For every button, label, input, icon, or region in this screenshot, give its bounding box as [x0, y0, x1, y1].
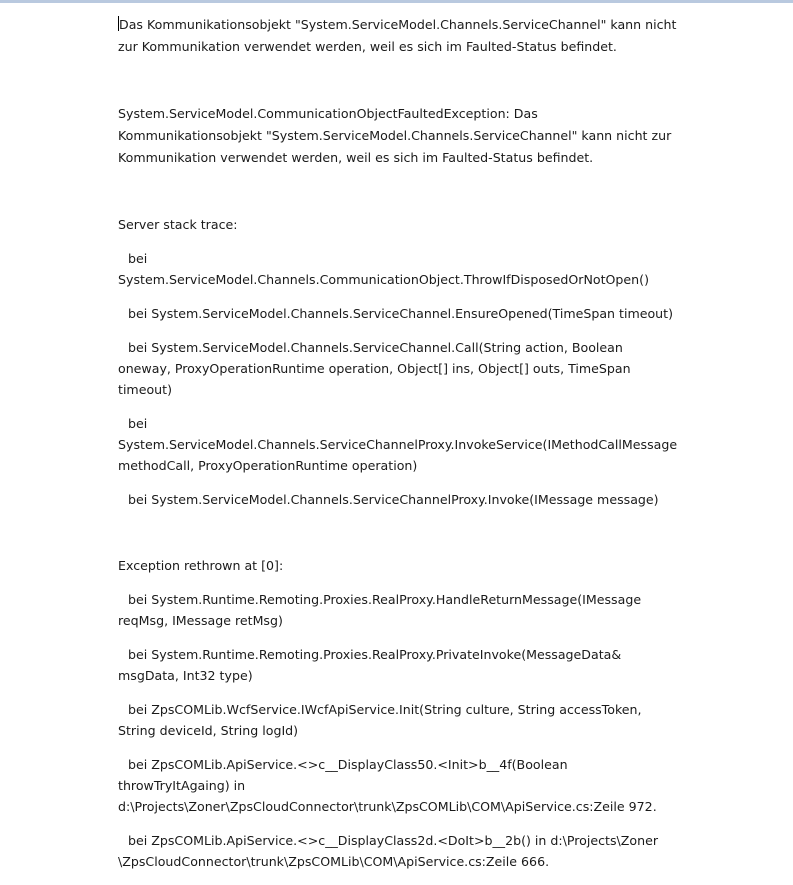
rethrown-trace-line: bei System.Runtime.Remoting.Proxies.RealProxy.PrivateInvoke(MessageData& msgData, Int32 type): [118, 647, 622, 683]
stack-trace-line: bei System.ServiceModel.Channels.ServiceChannelProxy.Invoke(IMessage message): [128, 492, 659, 507]
rethrown-trace-line: bei System.Runtime.Remoting.Proxies.RealProxy.HandleReturnMessage(IMessage reqMsg, IMessage retMsg): [118, 592, 642, 628]
error-message-paragraph: [118, 14, 678, 58]
stack-trace-line: bei: [128, 416, 148, 431]
stack-trace-line-continued: System.ServiceModel.Channels.ServiceChannelProxy.InvokeService(IMethodCallMessage methodCall, ProxyOperationRuntime operation): [118, 437, 678, 473]
rethrown-trace-line: bei ZpsCOMLib.ApiService.<>c__DisplayClass2d.<DoIt>b__2b() in d:\Projects\Zoner \ZpsCloudConnector\trunk\ZpsCOMLib\COM\ApiService.cs:Zeile 666.: [118, 833, 659, 869]
error-message-text: Das Kommunikationsobjekt "System.ServiceModel.Channels.ServiceChannel" kann nicht zur Kommunikation verwendet werden, weil es sich im Faulted-Status befindet.: [118, 17, 677, 54]
rethrown-trace-line: bei ZpsCOMLib.WcfService.IWcfApiService.Init(String culture, String accessToken, String deviceId, String logId): [118, 702, 642, 738]
server-stack-heading: Server stack trace:: [118, 217, 238, 232]
exception-paragraph: System.ServiceModel.CommunicationObjectFaultedException: Das Kommunikationsobjekt "System.ServiceModel.Channels.ServiceChannel" kann nicht zur Kommunikation verwendet werden, weil es sich im Faulted-Status befindet.: [118, 106, 672, 165]
document-page[interactable]: [118, 14, 678, 885]
window-top-border: [0, 0, 793, 3]
rethrown-heading: Exception rethrown at [0]:: [118, 558, 284, 573]
stack-trace-line: bei System.ServiceModel.Channels.ServiceChannel.EnsureOpened(TimeSpan timeout): [128, 306, 674, 321]
rethrown-trace-line: bei ZpsCOMLib.ApiService.<>c__DisplayClass50.<Init>b__4f(Boolean throwTryItAgaing) in d:\Projects\Zoner\ZpsCloudConnector\trunk\ZpsCOMLib\COM\ApiService.cs:Zeile 972.: [118, 757, 657, 814]
stack-trace-line: bei System.ServiceModel.Channels.ServiceChannel.Call(String action, Boolean oneway, ProxyOperationRuntime operation, Object[] ins, Object[] outs, TimeSpan timeout): [118, 340, 631, 397]
stack-trace-line: bei System.ServiceModel.Channels.CommunicationObject.ThrowIfDisposedOrNotOpen(): [118, 251, 649, 287]
